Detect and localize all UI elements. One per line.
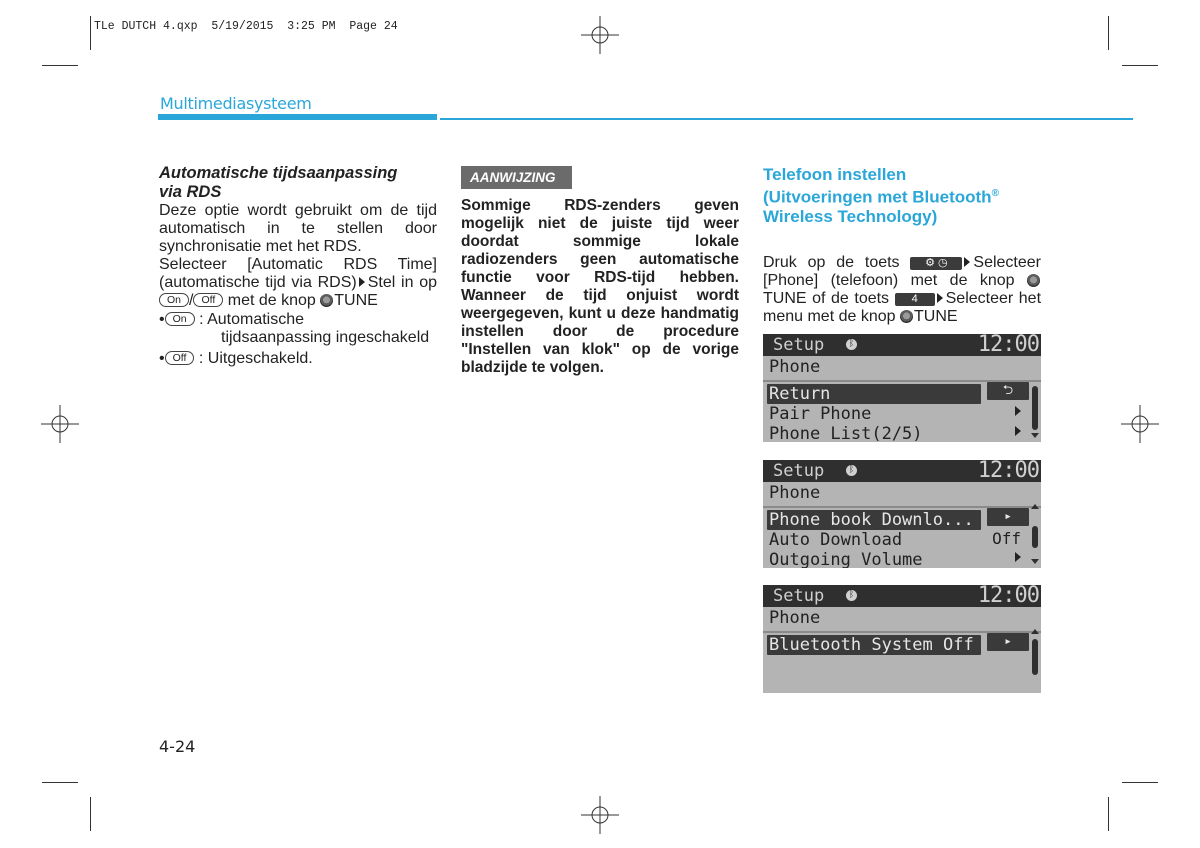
menu-item-outgoing-volume[interactable] [763, 550, 1025, 568]
crop-mark [90, 16, 91, 50]
bluetooth-icon: ᛒ [846, 465, 857, 476]
setup-key: ⚙ ◷ [910, 257, 962, 270]
menu-item-label: Phone book Downlo... [769, 510, 974, 530]
paragraph [159, 256, 437, 310]
return-icon[interactable]: ⮌ [987, 382, 1029, 400]
tune-knob-icon [320, 294, 333, 307]
arrow-right-icon [359, 277, 365, 287]
bluetooth-icon: ᛒ [846, 590, 857, 601]
crop-mark [42, 65, 78, 66]
note-text: Sommige RDS-zenders geven mogelijk niet de juiste tijd weer doordat sommige lokale radiozenders geen automatische functie voor RDS-tijd hebben. Wanneer de tijd onjuist wordt weergegeven, kunt u deze handmatig instellen door de procedure "Instellen van klok" op de vorige bladzijde te volgen. [461, 197, 739, 376]
submenu-arrow-button[interactable]: ▸ [987, 508, 1029, 526]
screen-clock: 12:00 [977, 585, 1039, 608]
bullet-item-on [159, 311, 437, 347]
tune-knob-icon [900, 310, 913, 323]
number-key-4: 4 [895, 293, 935, 306]
bullet-icon: • [159, 350, 165, 367]
instruction-text: Druk op de toets [763, 254, 900, 271]
crop-mark [1122, 65, 1158, 66]
registration-mark-icon [581, 796, 619, 834]
setup-screen-2 [763, 460, 1041, 568]
menu-item-label: Outgoing Volume [769, 550, 923, 568]
print-header: TLe DUTCH 4.qxp 5/19/2015 3:25 PM Page 24 [94, 20, 398, 33]
phone-setup-instructions [763, 254, 1041, 326]
arrow-right-icon [964, 257, 970, 267]
slash: / [189, 292, 194, 309]
heading-line: (Uitvoeringen met Bluetooth [763, 187, 992, 207]
off-key: Off [193, 293, 223, 307]
crop-mark [90, 797, 91, 831]
screen-topbar [763, 585, 1041, 607]
scroll-down-icon [1031, 559, 1039, 564]
instruction-text: Selecteer [Phone] (telefoon) met de knop [763, 254, 1041, 289]
screen-subtitle: Phone [763, 356, 1041, 378]
registered-mark: ® [991, 188, 999, 199]
instruction-text: of de toets [812, 290, 890, 307]
scrollbar[interactable] [1032, 639, 1038, 675]
heading-line: Telefoon instellen [763, 165, 907, 184]
screen-topbar [763, 460, 1041, 482]
arrow-right-icon [1015, 426, 1021, 436]
on-key: On [159, 293, 189, 307]
menu-item-auto-download[interactable] [763, 530, 1025, 550]
registration-mark-icon [41, 405, 79, 443]
screen-title: Setup [773, 461, 825, 481]
bluetooth-icon: ᛒ [846, 339, 857, 350]
menu-item-phone-list[interactable] [763, 424, 1025, 442]
screen-clock: 12:00 [977, 334, 1039, 357]
arrow-right-icon [937, 293, 943, 303]
tune-label: TUNE [334, 292, 378, 309]
menu-item-bluetooth-system-off[interactable] [767, 635, 981, 655]
crop-mark [1108, 797, 1109, 831]
note-label: AANWIJZING [470, 170, 556, 185]
scroll-up-icon [1031, 504, 1039, 509]
screen-title: Setup [773, 586, 825, 606]
scroll-down-icon [1031, 433, 1039, 438]
section-rule-thin [440, 118, 1133, 120]
tune-knob-icon [1027, 274, 1040, 287]
subheading-line: Automatische tijdsaanpassing [159, 164, 398, 182]
registration-mark-icon [581, 16, 619, 54]
phone-setup-heading [763, 165, 1053, 226]
menu-item-return[interactable] [767, 384, 981, 404]
section-title: Multimediasysteem [160, 94, 312, 113]
menu-item-label: Auto Download [769, 530, 903, 550]
subheading-line: via RDS [159, 183, 222, 201]
tune-label: TUNE [913, 308, 958, 325]
instruction-text: Stel in op [367, 274, 438, 291]
tune-label: TUNE [763, 290, 807, 307]
menu-item-label: Pair Phone [769, 404, 872, 424]
crop-mark [1122, 782, 1158, 783]
submenu-arrow-button[interactable]: ▸ [987, 633, 1029, 651]
bullet-text: : Automatische [199, 311, 305, 328]
arrow-right-icon [1015, 552, 1021, 562]
menu-item-phonebook-download[interactable] [767, 510, 981, 530]
arrow-right-icon [1015, 406, 1021, 416]
on-key: On [165, 312, 195, 326]
heading-line: Wireless Technology) [763, 206, 938, 226]
page-number: 4-24 [159, 737, 196, 756]
menu-item-label: Return [769, 384, 831, 404]
screen-clock: 12:00 [977, 460, 1039, 483]
subheading [159, 164, 437, 202]
off-key: Off [165, 351, 195, 365]
section-rule [158, 114, 437, 120]
scrollbar[interactable] [1032, 526, 1038, 548]
scroll-up-icon [1031, 629, 1039, 634]
screen-subtitle: Phone [763, 482, 1041, 504]
setup-screen-1 [763, 334, 1041, 442]
crop-mark [42, 782, 78, 783]
column-rds-time [159, 164, 437, 368]
menu-item-label: Phone List(2/5) [769, 424, 923, 442]
setup-screen-3 [763, 585, 1041, 693]
screen-topbar [763, 334, 1041, 356]
menu-item-pair-phone[interactable] [763, 404, 1025, 424]
bullet-text: : Uitgeschakeld. [198, 350, 313, 367]
paragraph: Deze optie wordt gebruikt om de tijd automatisch in te stellen door synchronisatie met het RDS. [159, 202, 437, 255]
note-badge [461, 166, 572, 189]
scrollbar[interactable] [1032, 386, 1038, 430]
instruction-text: met de knop [227, 292, 316, 309]
bullet-item-off [159, 350, 437, 368]
registration-mark-icon [1121, 405, 1159, 443]
instruction-text: Selecteer [Automatic RDS Time] (automatische tijd via RDS) [159, 256, 437, 291]
instruction-text: Selecteer het menu met de knop [763, 290, 1042, 325]
bullet-text: tijdsaanpassing ingeschakeld [221, 329, 430, 346]
screen-subtitle: Phone [763, 607, 1041, 629]
menu-item-label: Bluetooth System Off [769, 635, 974, 655]
bullet-icon: • [159, 311, 165, 328]
crop-mark [1108, 16, 1109, 50]
auto-download-value: Off [992, 529, 1021, 548]
screen-title: Setup [773, 335, 825, 355]
